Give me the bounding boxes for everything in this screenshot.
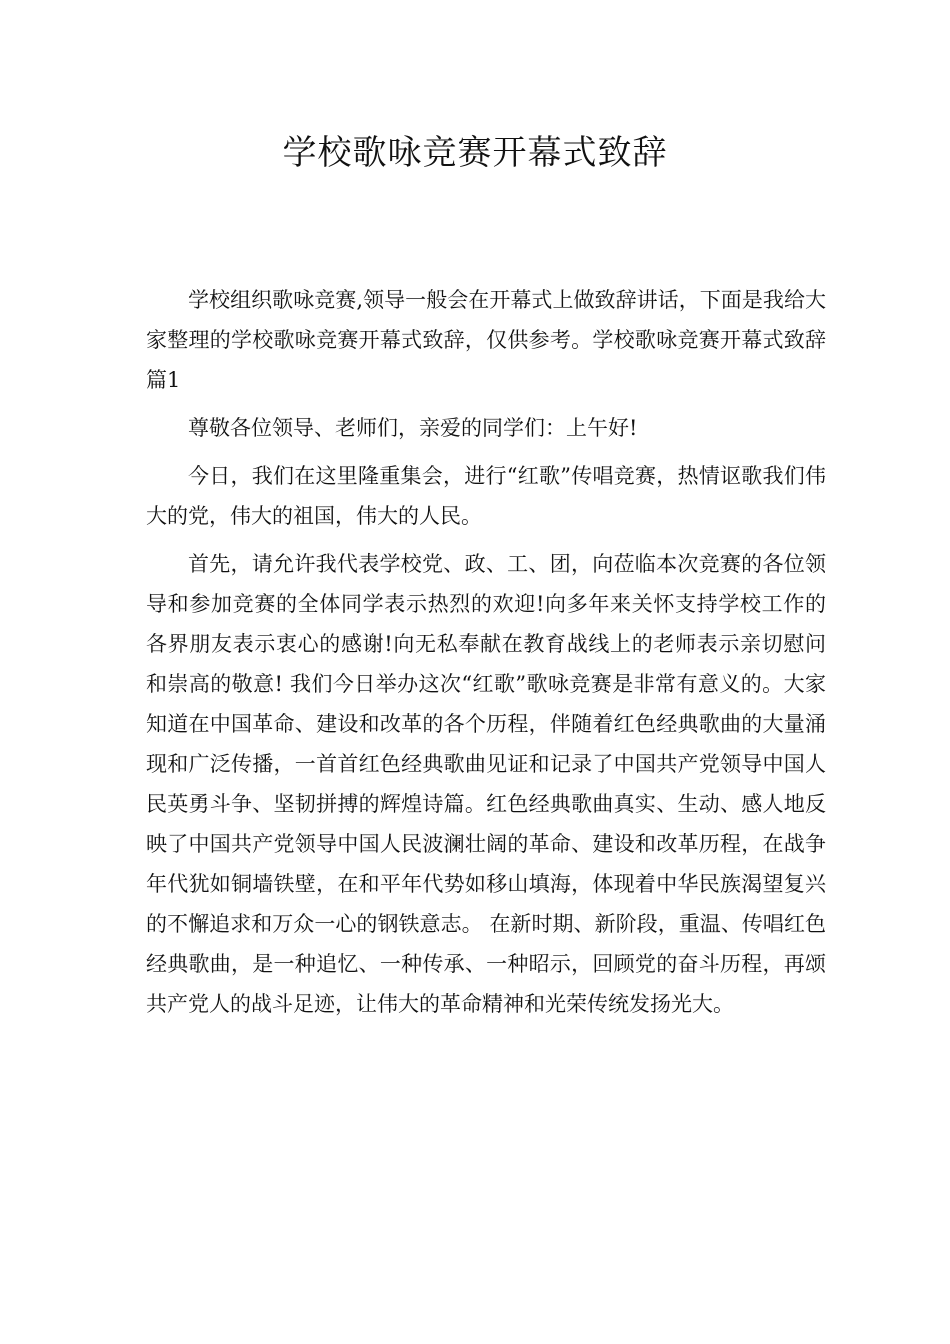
- paragraph-greeting: 尊敬各位领导、老师们，亲爱的同学们：上午好!: [188, 416, 638, 440]
- paragraph-opening: 今日，我们在这里隆重集会，进行“红歌”传唱竞赛，热情讴歌我们伟大的党，伟大的祖国，伟大的人民。: [146, 464, 826, 528]
- document-title: 学校歌咏竞赛开幕式致辞: [282, 133, 668, 173]
- paragraph-intro: 学校组织歌咏竞赛,领导一般会在开幕式上做致辞讲话，下面是我给大家整理的学校歌咏竞赛开幕式致辞，仅供参考。学校歌咏竞赛开幕式致辞篇1: [146, 288, 826, 392]
- document-body: [146, 280, 826, 1032]
- paragraph-main: 首先，请允许我代表学校党、政、工、团，向莅临本次竞赛的各位领导和参加竞赛的全体同学表示热烈的欢迎!向多年来关怀支持学校工作的各界朋友表示衷心的感谢!向无私奉献在教育战线上的老师表示亲切慰问和崇高的敬意! 我们今日举办这次“红歌”歌咏竞赛是非常有意义的。大家知道在中国革命、建设和改革的各个历程，伴随着红色经典歌曲的大量涌现和广泛传播，一首首红色经典歌曲见证和记录了中国共产党领导中国人民英勇斗争、坚韧拼搏的辉煌诗篇。红色经典歌曲真实、生动、感人地反映了中国共产党领导中国人民波澜壮阔的革命、建设和改革历程，在战争年代犹如铜墙铁壁，在和平年代势如移山填海，体现着中华民族渴望复兴的不懈追求和万众一心的钢铁意志。 在新时期、新阶段，重温、传唱红色经典歌曲，是一种追忆、一种传承、一种昭示，回顾党的奋斗历程，再颂共产党人的战斗足迹，让伟大的革命精神和光荣传统发扬光大。: [146, 552, 826, 1016]
